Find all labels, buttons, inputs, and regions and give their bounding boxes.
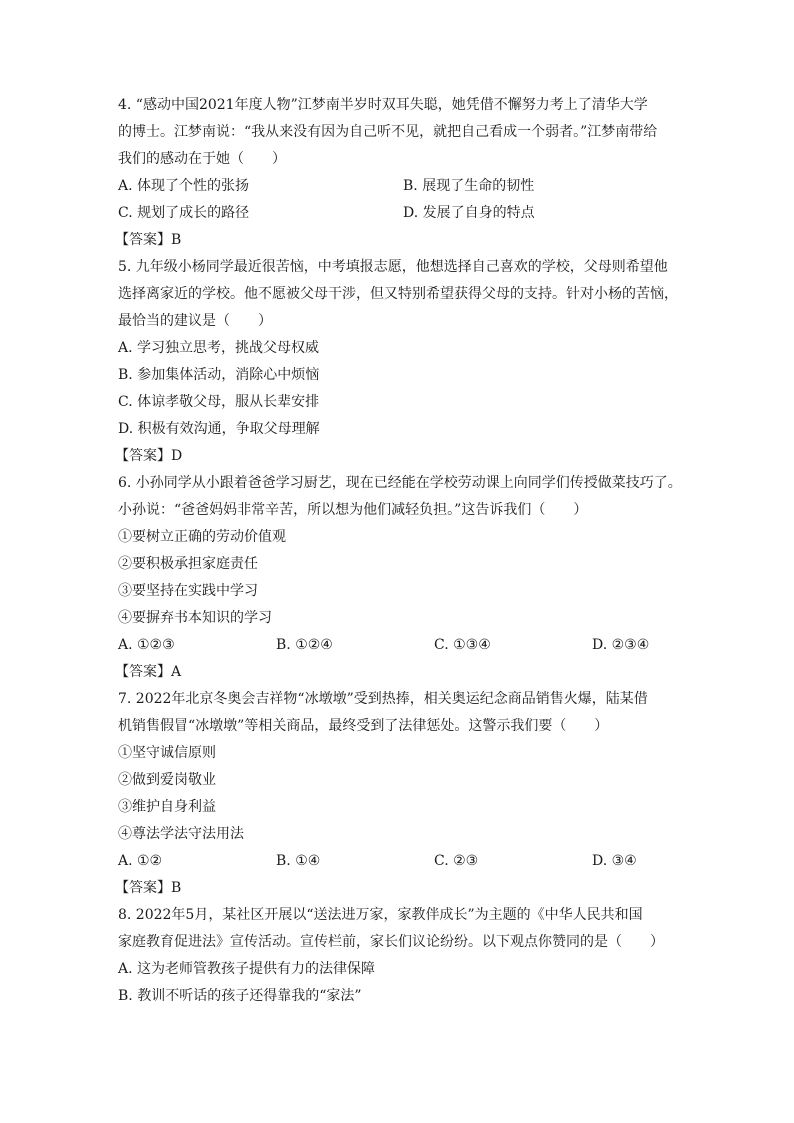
option-c: C. 体谅孝敬父母，服从长辈安排 bbox=[118, 394, 320, 410]
question-stem-line: 8. 2022年5月，某社区开展以“送法进万家，家教伴成长”为主题的《中华人民共和国 bbox=[118, 907, 643, 923]
statement-item: ④要摒弃书本知识的学习 bbox=[118, 610, 272, 626]
question-stem-line: 5. 九年级小杨同学最近很苦恼，中考填报志愿，他想选择自己喜欢的学校，父母则希望他 bbox=[118, 259, 668, 275]
question-stem-line: 最恰当的建议是（ ） bbox=[118, 313, 272, 329]
option-row bbox=[118, 200, 688, 227]
question-stem-line: 家庭教育促进法》宣传活动。宣传栏前，家长们议论纷纷。以下观点你赞同的是（ ） bbox=[118, 934, 664, 950]
answer-label: 【答案】A bbox=[115, 664, 182, 680]
statement-item: ①坚守诚信原则 bbox=[118, 745, 216, 761]
option-b: B. 教训不听话的孩子还得靠我的“家法” bbox=[118, 988, 362, 1004]
question-4 bbox=[115, 92, 688, 254]
question-stem-line: 机销售假冒“冰墩墩”等相关商品，最终受到了法律惩处。这警示我们要（ ） bbox=[118, 718, 609, 734]
question-8 bbox=[118, 902, 688, 1010]
question-stem-line: 选择离家近的学校。他不愿被父母干涉，但又特别希望获得父母的支持。针对小杨的苦恼， bbox=[118, 286, 678, 302]
question-6 bbox=[115, 470, 688, 686]
option-row bbox=[118, 173, 688, 200]
question-stem-line: 4. “感动中国2021年度人物”江梦南半岁时双耳失聪，她凭借不懈努力考上了清华大学 bbox=[118, 97, 648, 113]
question-stem-line: 7. 2022年北京冬奥会吉祥物“冰墩墩”受到热捧，相关奥运纪念商品销售火爆，陆某借 bbox=[118, 691, 648, 707]
question-stem-line: 的博士。江梦南说：“我从来没有因为自己听不见，就把自己看成一个弱者。”江梦南带给 bbox=[118, 124, 658, 140]
question-5 bbox=[115, 254, 688, 470]
question-stem-line: 我们的感动在于她（ ） bbox=[118, 151, 286, 167]
question-list bbox=[115, 92, 688, 1010]
option-c: C. ②③ bbox=[434, 853, 479, 869]
statement-item: ②要积极承担家庭责任 bbox=[118, 556, 258, 572]
statement-item: ③维护自身利益 bbox=[118, 799, 216, 815]
answer-label: 【答案】B bbox=[115, 880, 182, 896]
statement-item: ④尊法学法守法用法 bbox=[118, 826, 244, 842]
statement-item: ①要树立正确的劳动价值观 bbox=[118, 529, 286, 545]
question-stem-line: 小孙说：“爸爸妈妈非常辛苦，所以想为他们减轻负担。”这告诉我们（ ） bbox=[118, 502, 588, 518]
option-row bbox=[118, 848, 688, 875]
question-7 bbox=[115, 686, 688, 902]
option-a: A. 这为老师管教孩子提供有力的法律保障 bbox=[118, 961, 376, 977]
statement-item: ③要坚持在实践中学习 bbox=[118, 583, 258, 599]
option-a: A. 学习独立思考，挑战父母权威 bbox=[118, 340, 320, 356]
answer-label: 【答案】B bbox=[115, 232, 182, 248]
option-c: C. ①③④ bbox=[434, 637, 491, 653]
option-a: A. 体现了个性的张扬 bbox=[118, 178, 250, 194]
option-b: B. 参加集体活动，消除心中烦恼 bbox=[118, 367, 320, 383]
statement-item: ②做到爱岗敬业 bbox=[118, 772, 216, 788]
option-d: D. 积极有效沟通，争取父母理解 bbox=[118, 421, 320, 437]
option-b: B. ①②④ bbox=[276, 637, 333, 653]
option-b: B. ①④ bbox=[276, 853, 321, 869]
answer-label: 【答案】D bbox=[115, 448, 183, 464]
option-b: B. 展现了生命的韧性 bbox=[403, 178, 535, 194]
option-c: C. 规划了成长的路径 bbox=[118, 205, 250, 221]
option-d: D. 发展了自身的特点 bbox=[403, 205, 535, 221]
option-a: A. ①②③ bbox=[118, 637, 175, 653]
option-row bbox=[118, 632, 688, 659]
option-d: D. ③④ bbox=[592, 853, 637, 869]
question-stem-line: 6. 小孙同学从小跟着爸爸学习厨艺，现在已经能在学校劳动课上向同学们传授做菜技巧了。 bbox=[118, 475, 682, 491]
option-a: A. ①② bbox=[118, 853, 163, 869]
option-d: D. ②③④ bbox=[592, 637, 650, 653]
